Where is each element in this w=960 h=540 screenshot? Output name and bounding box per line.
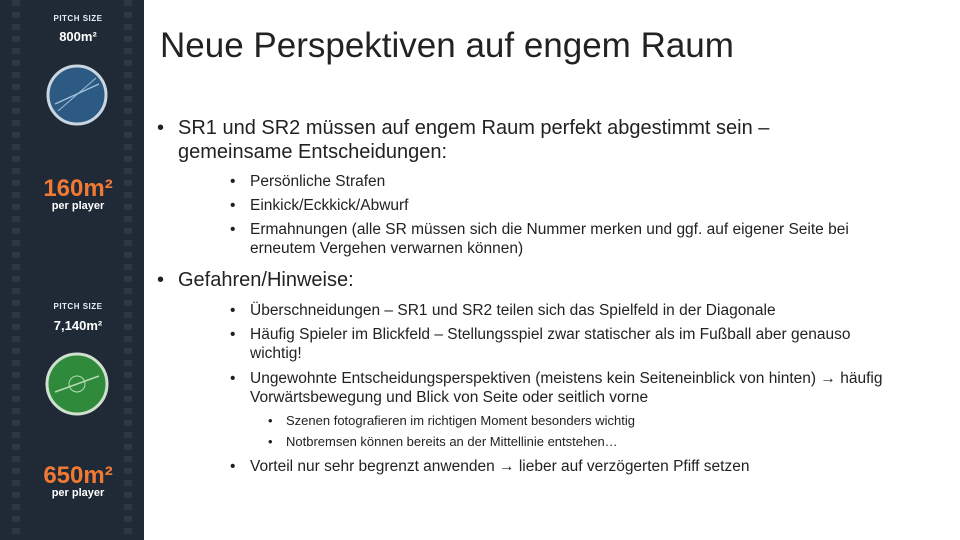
bullet-text-part: lieber auf verzögerten Pfiff setzen	[518, 458, 750, 475]
bullet-dot: •	[157, 117, 165, 139]
bullet-level2	[230, 172, 890, 191]
bullet-text: Gefahren/Hinweise:	[178, 269, 354, 291]
bullet-level1	[157, 268, 877, 292]
bullet-text: SR1 und SR2 müssen auf engem Raum perfekt abgestimmt sein – gemeinsame Entscheidungen:	[178, 117, 770, 163]
bullet-dot: •	[230, 370, 236, 387]
per-player-value-top: 160m²	[43, 175, 113, 202]
pitch-size-value-top: 800m²	[59, 29, 97, 44]
large-pitch-icon	[45, 352, 109, 416]
pitch-size-caption-top: PITCH SIZE	[53, 14, 103, 23]
bullet-text: Häufig Spieler im Blickfeld – Stellungsspiel zwar statischer als im Fußball aber genauso wichtig!	[250, 326, 851, 362]
bullet-level3	[268, 413, 868, 429]
sidebar-infographic	[0, 0, 144, 540]
arrow-right-icon: →	[820, 370, 836, 387]
pitch-size-caption-bottom: PITCH SIZE	[53, 302, 103, 311]
bullet-level2	[230, 220, 890, 258]
bullet-level3	[268, 434, 868, 450]
per-player-label-bottom: per player	[51, 487, 105, 499]
slide-title: Neue Perspektiven auf engem Raum	[160, 26, 734, 65]
bullet-text	[250, 369, 890, 407]
small-pitch-icon	[46, 64, 108, 126]
bullet-level2	[230, 325, 890, 363]
bullet-text: Überschneidungen – SR1 und SR2 teilen sich das Spielfeld in der Diagonale	[250, 302, 776, 319]
bullet-dot: •	[230, 326, 236, 343]
per-player-label-top: per player	[51, 200, 105, 212]
bullet-dot: •	[157, 269, 165, 291]
bullet-dot: •	[230, 221, 236, 238]
bullet-text	[250, 457, 890, 476]
pitch-size-value-bottom: 7,140m²	[53, 318, 103, 333]
bullet-text: Ermahnungen (alle SR müssen sich die Nummer merken und ggf. auf eigener Seite bei erneutem Vergehen verwarnen können)	[250, 221, 849, 257]
bullet-level2	[230, 196, 890, 215]
bullet-text: Einkick/Eckkick/Abwurf	[250, 197, 409, 214]
sidebar-stripe-left	[12, 0, 20, 540]
bullet-text-part: Ungewohnte Entscheidungsperspektiven (meistens kein Seiteneinblick von hinten)	[250, 370, 817, 387]
bullet-dot: •	[230, 302, 236, 319]
bullet-text-part: häufig Vorwärtsbewegung und Blick von Seite oder seitlich vorne	[250, 370, 883, 406]
bullet-level2	[230, 369, 890, 407]
bullet-text: Szenen fotografieren im richtigen Moment besonders wichtig	[286, 413, 636, 428]
bullet-level1	[157, 116, 877, 164]
bullet-dot: •	[268, 434, 273, 449]
bullet-text: Persönliche Strafen	[250, 173, 386, 190]
bullet-level2	[230, 301, 890, 320]
bullet-text-part: Vorteil nur sehr begrenzt anwenden	[250, 458, 495, 475]
bullet-level2	[230, 457, 890, 476]
bullet-text: Notbremsen können bereits an der Mittellinie entstehen…	[286, 434, 618, 449]
bullet-dot: •	[230, 197, 236, 214]
bullet-dot: •	[230, 173, 236, 190]
sidebar-stripe-right	[124, 0, 132, 540]
per-player-value-bottom: 650m²	[43, 462, 113, 489]
arrow-right-icon: →	[499, 458, 515, 475]
bullet-dot: •	[230, 458, 236, 475]
bullet-dot: •	[268, 413, 273, 428]
